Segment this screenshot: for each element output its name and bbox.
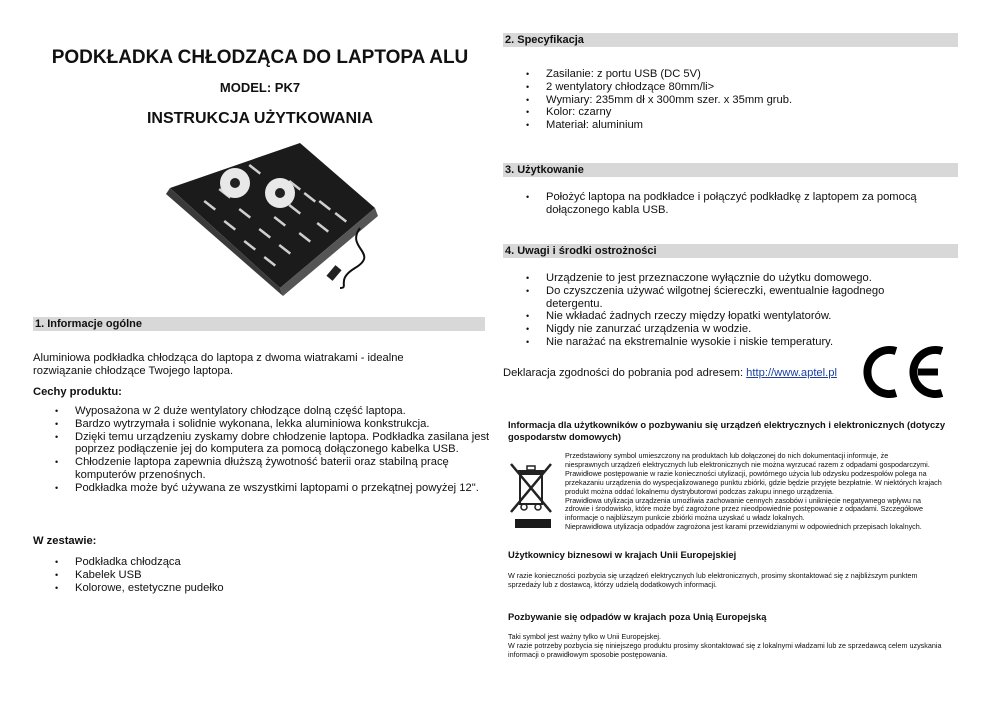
list-item: • Wyposażona w 2 duże wentylatory chłodzące dolną część laptopa. (75, 405, 490, 418)
list-item: • Dzięki temu urządzeniu zyskamy dobre chłodzenie laptopa. Podkładka zasilana jest poprzez podłączenie jej do komputera za pomocą dołączonego kabelka USB. (75, 431, 490, 457)
list-item: • Chłodzenie laptopa zapewnia dłuższą żywotność baterii oraz stabilną pracę komputerów przenośnych. (75, 456, 490, 482)
list-item: • Wymiary: 235mm dł x 300mm szer. x 35mm grub. (546, 94, 946, 107)
outside-eu-heading: Pozbywanie się odpadów w krajach poza Unią Europejską (508, 611, 767, 622)
list-item: • Bardzo wytrzymała i solidnie wykonana, lekka aluminiowa konkstrukcja. (75, 418, 490, 431)
list-item: • Nigdy nie zanurzać urządzenia w wodzie. (546, 323, 926, 336)
list-item: • Nie narażać na ekstremalnie wysokie i niskie temperatury. (546, 336, 926, 349)
model-label: MODEL: PK7 (219, 80, 301, 95)
text-line: zdrowie i środowisko, które może być zagrożone przez nieodpowiednie postępowanie z odpadami. Szczegółowe (565, 504, 923, 514)
list-item: • Urządzenie to jest przeznaczone wyłącznie do użytku domowego. (546, 272, 926, 285)
contents-list (75, 556, 375, 594)
text-line: W razie konieczności pozbycia się urządzeń elektrycznych lub elektronicznych, prosimy skontaktować się z najbliższym punktem (508, 571, 918, 580)
intro-text: Aluminiowa podkładka chłodząca do laptopa z dwoma wiatrakami - idealne rozwiązanie chłodzące Twojego laptopa. (33, 352, 404, 377)
list-item: • Zasilanie: z portu USB (DC 5V) (546, 68, 946, 81)
list-item: • Kabelek USB (75, 569, 375, 582)
text-line: Prawidłowe postępowanie w razie konieczności utylizacji, powtórnego użycia lub odzysku podzespołów polega na (565, 468, 927, 478)
text-line: W razie potrzeby pozbycia się niniejszego produktu prosimy skontaktować się z lokalnymi władzami lub ze sprzedawcą celem uzyskania (508, 640, 942, 650)
text-line: Przedstawiony symbol umieszczony na produktach lub dołączonej do nich dokumentacji informuje, że (565, 451, 889, 460)
business-heading: Użytkownicy biznesowi w krajach Unii Europejskiej (508, 549, 737, 560)
list-item: • Nie wkładać żadnych rzeczy między łopatki wentylatorów. (546, 310, 926, 323)
weee-black-bar (515, 519, 551, 528)
outside-eu-body (508, 633, 963, 660)
features-list (75, 405, 490, 495)
list-item: • Podkładka może być używana ze wszystkimi laptopami o przekątnej powyżej 12". (75, 482, 490, 495)
section-heading-specification: 2. Specyfikacja (503, 33, 958, 47)
features-heading: Cechy produktu: (33, 386, 122, 398)
list-item: • Kolor: czarny (546, 106, 946, 119)
specification-list (546, 68, 946, 132)
business-body (508, 572, 958, 590)
declaration-line (503, 367, 837, 380)
declaration-text: Deklaracja zgodności do pobrania pod adresem: (503, 367, 744, 379)
disposal-heading: Informacja dla użytkowników o pozbywaniu się urządzeń elektrycznych i elektronicznych (dotyczy gospodarstw domowych) (508, 419, 946, 442)
text-line: Taki symbol jest ważny tylko w Unii Europejskej. (508, 632, 661, 641)
laptop-cooling-pad-image (150, 138, 380, 298)
declaration-link[interactable]: http://www.aptel.pl (746, 367, 837, 379)
text-line: informacji o prawidłowym sposobie postępowania. (508, 649, 668, 659)
text-line: sprzedaży lub z dostawcą, którzy udzielą dodatkowych informacji. (508, 579, 717, 589)
list-item: • Położyć laptopa na podkładce i połączyć podkładkę z laptopem za pomocą dołączonego kabla USB. (546, 191, 946, 217)
section-heading-usage: 3. Użytkowanie (503, 163, 958, 177)
ce-mark-icon (858, 343, 948, 401)
document-title: PODKŁADKA CHŁODZĄCA DO LAPTOPA ALU (51, 47, 469, 68)
list-item: • Podkładka chłodząca (75, 556, 375, 569)
list-item: • Do czyszczenia używać wilgotnej ściereczki, ewentualnie łagodnego detergentu. (546, 285, 926, 311)
warnings-list (546, 272, 926, 349)
text-line: produkt można oddać lokalnemu dystrybutorowi podczas zakupu innego urządzenia. (565, 486, 834, 496)
text-line: informacje o najbliższym punkcie zbiórki można uzyskać u władz lokalnych. (565, 513, 805, 523)
crossed-out-bin-icon (508, 460, 554, 524)
list-item: • 2 wentylatory chłodzące 80mm/li> (546, 81, 946, 94)
list-item: • Materiał: aluminium (546, 119, 946, 132)
list-item: • Kolorowe, estetyczne pudełko (75, 582, 375, 595)
section-heading-warnings: 4. Uwagi i środki ostrożności (503, 244, 958, 258)
disposal-body (565, 452, 960, 532)
text-line: Prawidłowa utylizacja urządzenia umożliwia zachowanie cennych zasobów i uniknięcie negatywnego wpływu na (565, 495, 921, 505)
contents-heading: W zestawie: (33, 535, 97, 547)
text-line: przekazaniu urządzenia do wyspecjalizowanego punktu zbiórki, gdzie będzie przyjęte bezpłatnie. W niektórych krajach (565, 477, 942, 487)
usage-list (546, 191, 946, 217)
text-line: Nieprawidłowa utylizacja odpadów zagrożona jest karami przewidzianymi w odpowiednich przepisach lokalnych. (565, 522, 922, 532)
manual-title: INSTRUKCJA UŻYTKOWANIA (146, 110, 374, 127)
section-heading-general: 1. Informacje ogólne (33, 317, 485, 331)
text-line: niesprawnych urządzeń elektrycznych lub elektronicznych nie można wyrzucać razem z odpadami gospodarczymi. (565, 459, 930, 469)
